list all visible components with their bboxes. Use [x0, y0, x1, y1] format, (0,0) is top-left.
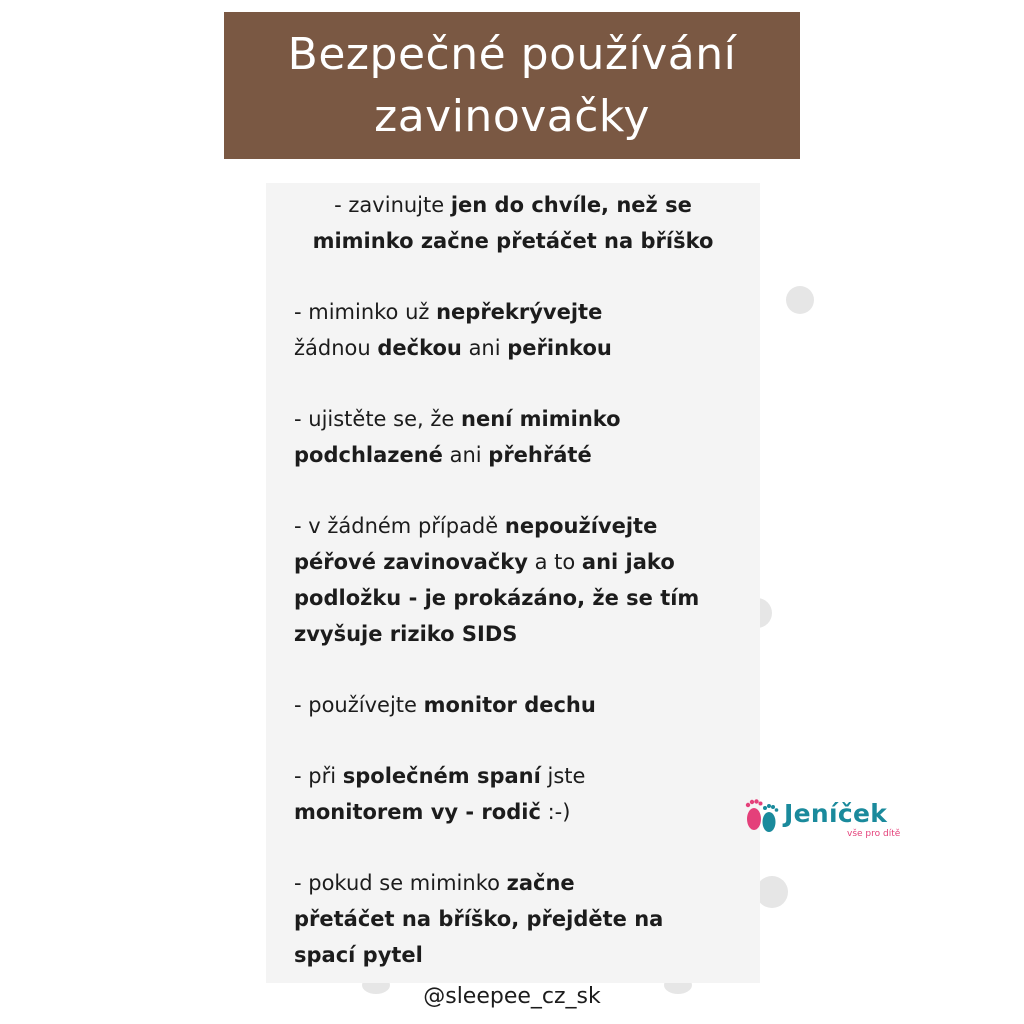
- bold-text: přehřáté: [488, 443, 592, 467]
- bullet-line: [294, 937, 746, 973]
- bullet-line: [294, 294, 746, 330]
- bullet-item: [294, 508, 746, 652]
- bold-text: zvyšuje riziko SIDS: [294, 622, 518, 646]
- bullet-item: [294, 401, 746, 473]
- text: jste: [540, 764, 586, 788]
- text: a to: [527, 550, 582, 574]
- text: - ujistěte se, že: [294, 407, 461, 431]
- bold-text: podchlazené: [294, 443, 443, 467]
- bold-text: společném spaní: [342, 764, 541, 788]
- bold-text: monitorem vy - rodič: [294, 800, 541, 824]
- bold-text: miminko začne přetáčet na bříško: [312, 229, 714, 253]
- bold-text: začne: [506, 871, 575, 895]
- bullet-item: [294, 758, 746, 830]
- bold-text: jen do chvíle, než se: [450, 193, 692, 217]
- bullet-line: [294, 330, 746, 366]
- bold-text: dečkou: [377, 336, 462, 360]
- text: ani: [461, 336, 508, 360]
- bullet-line: [278, 187, 748, 223]
- brand-logo: [742, 797, 902, 843]
- bullet-line: [294, 508, 746, 544]
- text: - miminko už: [294, 300, 437, 324]
- bold-text: péřové zavinovačky: [294, 550, 528, 574]
- bold-text: ani jako: [581, 550, 675, 574]
- bullet-line: [294, 865, 746, 901]
- bold-text: monitor dechu: [423, 693, 596, 717]
- bullet-line: [294, 687, 746, 723]
- bold-text: přetáčet na bříško, přejděte na: [294, 907, 664, 931]
- text: - zavinujte: [334, 193, 451, 217]
- title-banner: [224, 12, 800, 159]
- bullet-line: [294, 544, 746, 580]
- text: žádnou: [294, 336, 378, 360]
- decorative-dot: [756, 876, 788, 908]
- social-handle: @sleepee_cz_sk: [423, 984, 601, 1009]
- bullet-line: [294, 901, 746, 937]
- bullet-item: [294, 865, 746, 973]
- decorative-dot: [786, 286, 814, 314]
- text: - v žádném případě: [294, 514, 505, 538]
- bullet-line: [278, 223, 748, 259]
- bold-text: spací pytel: [294, 943, 423, 967]
- bullet-line: [294, 794, 746, 830]
- bold-text: nepoužívejte: [504, 514, 658, 538]
- title-line-2: zavinovačky: [374, 90, 650, 142]
- bold-text: podložku - je prokázáno, že se tím: [294, 586, 700, 610]
- bold-text: není miminko: [461, 407, 621, 431]
- bullet-line: [294, 437, 746, 473]
- bullet-line: [294, 401, 746, 437]
- bullet-item: [278, 187, 748, 259]
- bullet-line: [294, 758, 746, 794]
- text: - používejte: [294, 693, 424, 717]
- text: - pokud se miminko: [294, 871, 507, 895]
- baby-feet-icon: [742, 797, 782, 837]
- text: ani: [442, 443, 489, 467]
- bullet-item: [294, 687, 746, 723]
- bold-text: nepřekrývejte: [436, 300, 603, 324]
- text: :-): [540, 800, 571, 824]
- text: - při: [294, 764, 343, 788]
- logo-tagline: vše pro dítě: [847, 829, 901, 839]
- bullet-line: [294, 616, 746, 652]
- title-line-1: Bezpečné používání: [287, 28, 737, 80]
- logo-name: Jeníček: [784, 799, 888, 828]
- bullet-line: [294, 580, 746, 616]
- bullet-item: [294, 294, 746, 366]
- bold-text: peřinkou: [507, 336, 612, 360]
